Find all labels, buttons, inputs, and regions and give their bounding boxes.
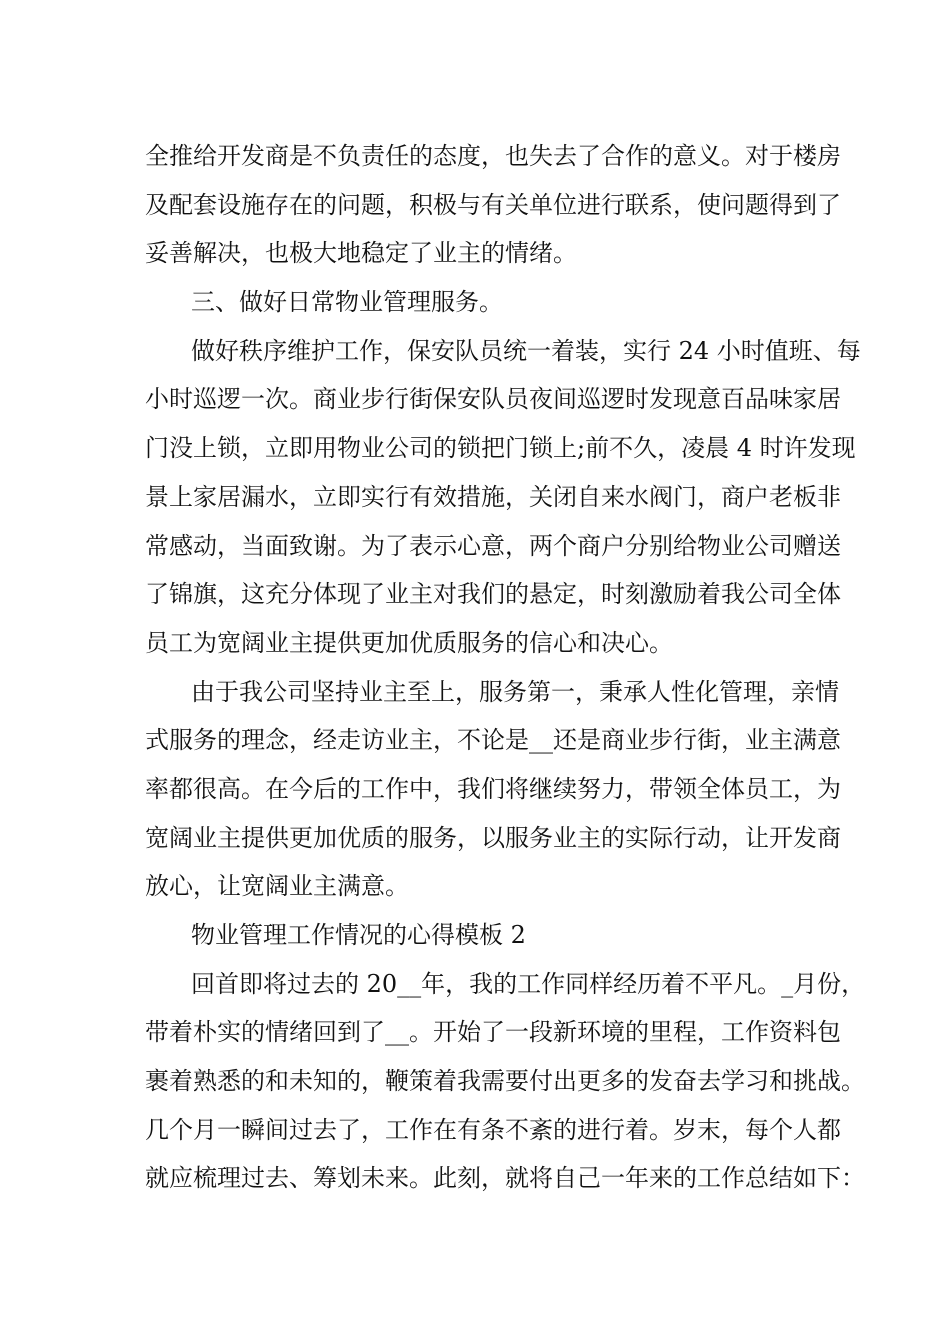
text-line: 放心，让宽阔业主满意。	[145, 872, 409, 901]
text-line: 小时巡逻一次。商业步行街保安队员夜间巡逻时发现意百品味家居	[145, 385, 841, 414]
text-line: 景上家居漏水，立即实行有效措施，关闭自来水阀门，商户老板非	[145, 482, 841, 511]
text-line: 回首即将过去的 20__年，我的工作同样经历着不平凡。_月份，	[191, 969, 866, 998]
document-body	[145, 132, 866, 1203]
text-line: 就应梳理过去、筹划未来。此刻，就将自己一年来的工作总结如下：	[145, 1164, 865, 1193]
text-line: 全推给开发商是不负责任的态度，也失去了合作的意义。对于楼房	[145, 142, 841, 170]
text-line: 妥善解决，也极大地稳定了业主的情绪。	[145, 239, 577, 268]
text-line: 裹着熟悉的和未知的，鞭策着我需要付出更多的发奋去学习和挑战。	[145, 1067, 865, 1096]
section-title: 物业管理工作情况的心得模板 2	[191, 921, 526, 949]
text-line: 了锦旗，这充分体现了业主对我们的悬定，时刻激励着我公司全体	[145, 580, 841, 609]
text-line: 常感动，当面致谢。为了表示心意，两个商户分别给物业公司赠送	[145, 531, 841, 560]
text-line: 式服务的理念，经走访业主，不论是__还是商业步行街，业主满意	[145, 726, 841, 755]
text-line: 门没上锁，立即用物业公司的锁把门锁上;前不久，凌晨 4 时许发现	[145, 434, 856, 463]
text-line: 及配套设施存在的问题，积极与有关单位进行联系，使问题得到了	[145, 190, 841, 219]
text-line: 率都很高。在今后的工作中，我们将继续努力，带领全体员工，为	[145, 774, 841, 803]
text-line: 带着朴实的情绪回到了__。开始了一段新环境的里程，工作资料包	[145, 1018, 841, 1047]
text-line: 宽阔业主提供更加优质的服务，以服务业主的实际行动，让开发商	[145, 823, 841, 852]
text-line: 几个月一瞬间过去了，工作在有条不紊的进行着。岁末，每个人都	[145, 1115, 841, 1144]
text-line: 由于我公司坚持业主至上，服务第一，秉承人性化管理，亲情	[191, 677, 839, 706]
text-line: 员工为宽阔业主提供更加优质服务的信心和决心。	[145, 628, 673, 657]
text-line: 做好秩序维护工作，保安队员统一着装，实行 24 小时值班、每	[191, 336, 861, 365]
section-heading: 三、做好日常物业管理服务。	[191, 288, 503, 317]
